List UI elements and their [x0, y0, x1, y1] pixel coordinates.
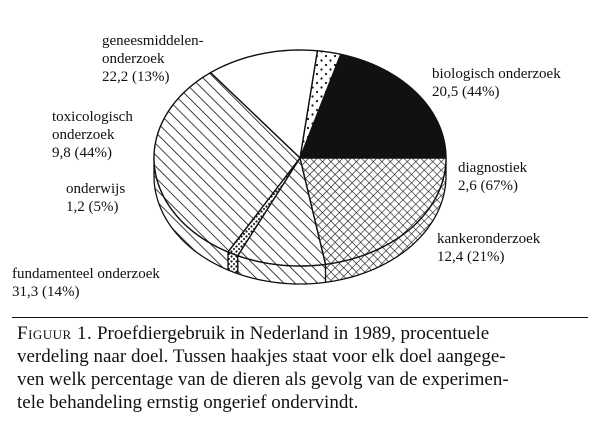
caption-line-4: tele behandeling ernstig ongerief ondervindt. — [17, 392, 359, 413]
slice-label-5 — [66, 181, 125, 215]
slice-label-6-line-2: onderzoek — [52, 127, 115, 143]
slice-label-6-line-1: toxicologisch — [52, 109, 133, 125]
slice-label-4 — [12, 266, 160, 300]
slice-label-7-line-2: onderzoek — [102, 51, 165, 67]
slice-label-5-line-2: 1,2 (5%) — [66, 199, 119, 215]
slice-label-4-line-2: 31,3 (14%) — [12, 284, 80, 300]
slice-label-2-line-1: diagnostiek — [458, 160, 528, 176]
slice-label-6-line-3: 9,8 (44%) — [52, 145, 112, 161]
slice-label-1 — [432, 66, 561, 100]
figure-caption — [17, 322, 589, 414]
pie-slice-7 — [300, 158, 446, 264]
caption-text-1: Proefdiergebruik in Nederland in 1989, procentuele — [96, 323, 490, 344]
caption-line-2: verdeling naar doel. Tussen haakjes staat voor elk doel aangege- — [17, 346, 506, 367]
caption-divider — [12, 317, 588, 318]
figure-label: Figuur 1. — [17, 323, 93, 344]
slice-label-6 — [52, 109, 133, 161]
slice-label-5-line-1: onderwijs — [66, 181, 126, 197]
slice-label-7-line-1: geneesmiddelen- — [102, 33, 204, 49]
slice-label-3 — [437, 231, 541, 265]
slice-label-1-line-2: 20,5 (44%) — [432, 84, 500, 100]
slice-label-3-line-2: 12,4 (21%) — [437, 249, 505, 265]
caption-line-3: ven welk percentage van de dieren als gevolg van de experimen- — [17, 369, 509, 390]
slice-label-2-line-2: 2,6 (67%) — [458, 178, 518, 194]
pie-top-face — [154, 50, 446, 266]
slice-label-3-line-1: kankeronderzoek — [437, 231, 541, 247]
slice-label-2 — [458, 160, 528, 194]
slice-label-4-line-1: fundamenteel onderzoek — [12, 266, 160, 282]
caption-line-1 — [17, 322, 589, 345]
slice-label-7-line-3: 22,2 (13%) — [102, 69, 170, 85]
slice-label-7 — [102, 33, 204, 85]
slice-label-1-line-1: biologisch onderzoek — [432, 66, 561, 82]
